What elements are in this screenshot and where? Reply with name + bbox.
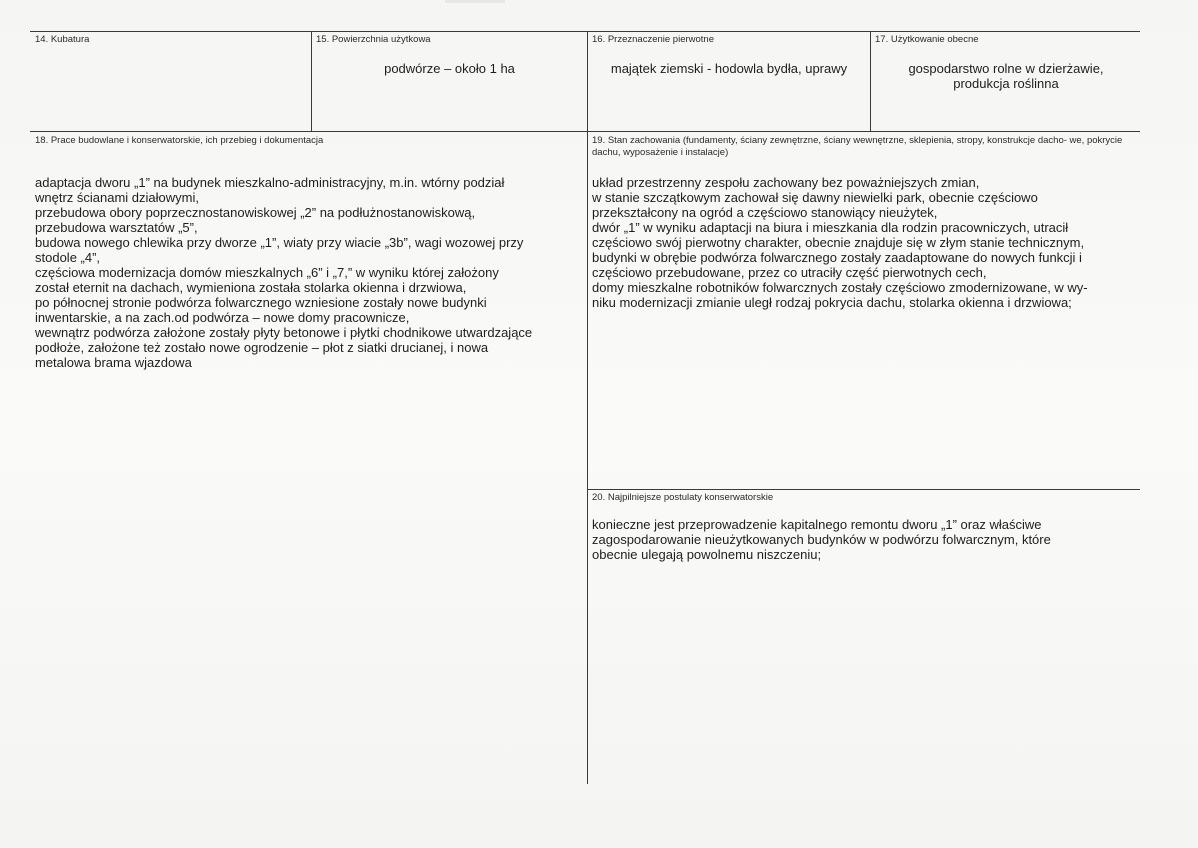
divider-14-15 xyxy=(311,31,312,131)
field-15-value: podwórze – około 1 ha xyxy=(384,61,515,76)
field-20-value: konieczne jest przeprowadzenie kapitalnego remontu dworu „1” oraz właściwe zagospodarowanie nieużytkowanych budynków w podwórzu folwarcznym, które obecnie ulegają powolnemu niszczeniu; xyxy=(592,517,1051,562)
field-20-label: 20. Najpilniejsze postulaty konserwatorskie xyxy=(592,492,774,503)
field-18-value: adaptacja dworu „1” na budynek mieszkalno-administracyjny, m.in. wtórny podział wnętrz ścianami działowymi, przebudowa obory poprzecznostanowiskowej „2” na podłużnostanowiskową, przebudowa warsztatów „5”, budowa nowego chlewika przy dworze „1”, wiaty przy wiacie „3b”, wagi wozowej przy stodole „4”, częściowa modernizacja domów mieszkalnych „6” i „7,” w wyniku której założony został eternit na dachach, wymieniona została stolarka okienna i drzwiowa, po północnej stronie podwórza folwarcznego wzniesione zostały nowe budynki inwentarskie, a na zach.od podwórza – nowe domy pracownicze, wewnątrz podwórza założone zostały płyty betonowe i płytki chodnikowe utwardzające podłoże, założone też zostało nowe ogrodzenie – płot z siatki drucianej, i nowa metalowa brama wjazdowa xyxy=(35,175,533,370)
paper-notch xyxy=(445,0,505,3)
field-14-label: 14. Kubatura xyxy=(35,34,90,45)
field-15-label: 15. Powierzchnia użytkowa xyxy=(316,34,431,45)
divider-main xyxy=(587,31,588,784)
divider-16-17 xyxy=(870,31,871,131)
row1-bottom-rule xyxy=(30,131,1140,132)
field-16-label: 16. Przeznaczenie pierwotne xyxy=(592,34,714,45)
field-17-value: gospodarstwo rolne w dzierżawie, produkcja roślinna xyxy=(908,61,1104,91)
top-rule xyxy=(30,31,1140,32)
field-19-value: układ przestrzenny zespołu zachowany bez poważniejszych zmian, w stanie szczątkowym zachował się dawny niewielki park, obecnie częściowo przekształcony na ogród a częściowo stanowiący nieużytek, dwór „1” w wyniku adaptacji na biura i mieszkania dla rodzin pracowniczych, utracił częściowo swój pierwotny charakter, obecnie znajduje się w złym stanie technicznym, budynki w obrębie podwórza folwarcznego zostały zaadaptowane do nowych funkcji i częściowo przebudowane, przez co utraciły część pierwotnych cech, domy mieszkalne robotników folwarcznych zostały częściowo zmodernizowane, w wy- niku modernizacji zmianie uległ rodzaj pokrycia dachu, stolarka okienna i drzwiowa; xyxy=(592,175,1088,310)
field-17-label: 17. Użytkowanie obecne xyxy=(875,34,979,45)
field-19-label: 19. Stan zachowania (fundamenty, ściany zewnętrzne, ściany wewnętrzne, sklepienia, stropy, konstrukcje dacho- we, pokrycie dachu, wyposażenie i instalacje) xyxy=(592,135,1123,158)
section20-top-rule xyxy=(587,489,1140,490)
field-18-label: 18. Prace budowlane i konserwatorskie, ich przebieg i dokumentacja xyxy=(35,135,324,146)
field-16-value: majątek ziemski - hodowla bydła, uprawy xyxy=(610,61,848,76)
